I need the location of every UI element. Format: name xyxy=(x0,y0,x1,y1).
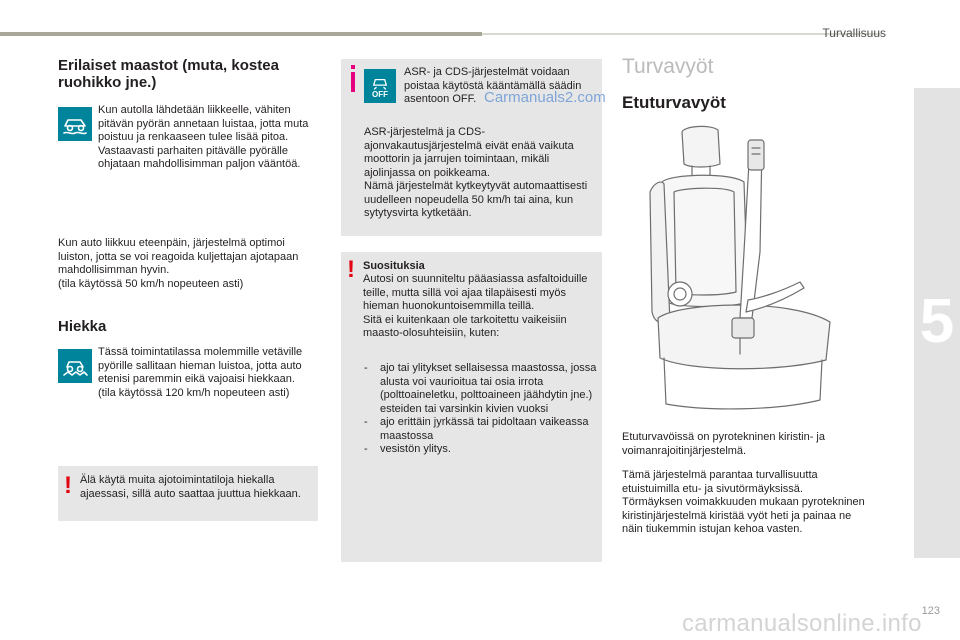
footer-watermark: carmanualsonline.info xyxy=(682,610,922,637)
list-item: - vesistön ylitys. xyxy=(363,443,599,457)
sand-warning-box xyxy=(58,466,318,521)
seat-belt-illustration xyxy=(640,122,840,412)
mud-text: Kun autolla lähdetään liikkeelle, vähiten pitävän pyörän annetaan luistaa, jotta muta poistuu ja renkaaseen tulee lisää pitoa. Vastaavasti parhaiten pitävälle pyörälle ohjataan mahdollisimman paljon vääntöä. xyxy=(98,104,309,170)
sand-text: Tässä toimintatilassa molemmille vetäville pyörille sallitaan hieman luistoa, jotta auto etenisi paremmin eikä vajoaisi hiekkaan. (tila käytössä 120 km/h nopeuteen asti) xyxy=(98,346,303,399)
chapter-number: 5 xyxy=(919,287,955,356)
info-icon-dot xyxy=(351,65,355,69)
page-number: 123 xyxy=(921,605,940,617)
asr-info-box xyxy=(341,59,602,236)
asr-off-icon-label: OFF xyxy=(372,89,388,99)
info-icon xyxy=(351,72,355,92)
chapter-title: Turvallisuus xyxy=(822,26,886,40)
list-item: - ajo tai ylitykset sellaisessa maastossa, jossa alusta voi vaurioitua tai osia irrota (polttoaineletku, polttoaineen jäähdytin jne.) esteiden tai varsinkin kivien vuoksi xyxy=(363,362,599,416)
recommendations-box xyxy=(341,252,602,562)
recommendations-text: Autosi on suunniteltu pääasiassa asfaltoiduille teille, mutta sillä voi ajaa tilapäisesti myös hieman huonokuntoisemmilla teillä. Sitä ei kuitenkaan ole tarkoitettu vaikeisiin maasto-olosuhteisiin, kuten: xyxy=(363,273,588,339)
sand-heading: Hiekka xyxy=(58,318,107,335)
mud-text-2: Kun auto liikkuu eteenpäin, järjestelmä optimoi luiston, jotta se voi reagoida kuljettajan ajotapaan mahdollisimman hyvin. (tila käytössä 50 km/h nopeuteen asti) xyxy=(58,237,299,290)
belt-text-2: Tämä järjestelmä parantaa turvallisuutta etuistuimilla etu- ja sivutörmäyksissä. Törmäyksen voimakkuuden mukaan pyrotekninen kiristinjärjestelmä kiristää vyöt heti ja painaa ne näin tiukemmin istujan kehoa vasten. xyxy=(622,469,865,535)
sub-title: Etuturvavyöt xyxy=(622,93,726,112)
asr-off-icon xyxy=(364,69,396,103)
asr-info-text-2: ASR-järjestelmä ja CDS-ajonvakautusjärjestelmä eivät enää vaikuta moottorin ja jarrujen toimintaan, mikäli ajolinjassa on poikkeama. Nämä järjestelmät kytkeytyvät automaattisesti uudelleen nopeudella 50 km/h tai aina, kun sytytysvirta kytketään. xyxy=(364,126,588,219)
asr-info-text: ASR- ja CDS-järjestelmät voidaan poistaa käytöstä kääntämällä säädin asentoon OFF. xyxy=(404,66,582,105)
sand-warning-text: Älä käytä muita ajotoimintatiloja hiekalla ajaessasi, sillä auto saattaa juuttua hiekkaan. xyxy=(80,474,301,500)
belt-text-1: Etuturvavöissä on pyrotekninen kiristin- ja voimanrajoitinjärjestelmä. xyxy=(622,431,825,457)
chapter-tab xyxy=(914,88,960,558)
warning-exclamation-icon: ! xyxy=(64,472,72,499)
list-item: - ajo erittäin jyrkässä tai pidoltaan vaikeassa maastossa xyxy=(363,416,599,443)
warning-exclamation-icon: ! xyxy=(347,256,355,283)
sand-mode-icon xyxy=(58,349,92,383)
recommendations-list xyxy=(363,362,599,457)
mud-mode-icon xyxy=(58,107,92,141)
terrain-heading: Erilaiset maastot (muta, kostea ruohikko jne.) xyxy=(58,57,279,91)
watermark-text: Carmanuals2.com xyxy=(484,89,606,106)
recommendations-title: Suosituksia xyxy=(363,260,425,272)
section-title: Turvavyöt xyxy=(622,55,714,78)
header-rule xyxy=(0,32,482,36)
